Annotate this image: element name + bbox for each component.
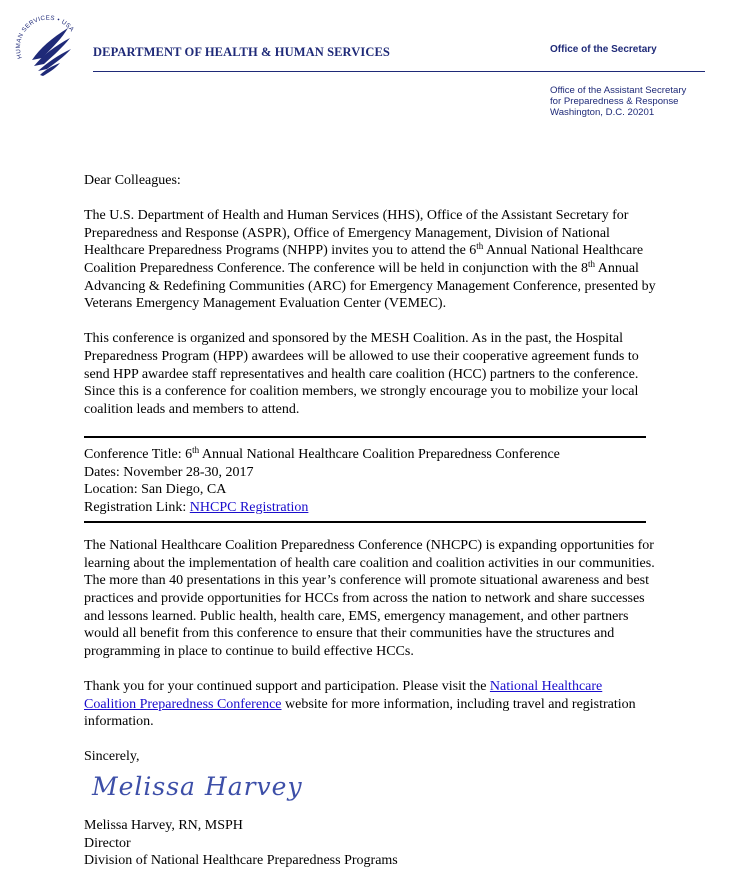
aspr-line: for Preparedness & Response (550, 96, 679, 107)
signer-division: Division of National Healthcare Preparedness Programs (84, 853, 398, 869)
registration-link[interactable]: NHCPC Registration (189, 499, 309, 515)
conference-info-box (84, 436, 646, 523)
ordinal-suffix: th (476, 241, 484, 252)
signer-block (84, 817, 656, 870)
registration-line (84, 499, 646, 517)
hhs-seal-logo (10, 8, 86, 84)
paragraph-about: The National Healthcare Coalition Preparedness Conference (NHCPC) is expanding opportunities for learning about the implementation of health care coalition and coalition activities in our communities. The more than 40 presentations in this year’s conference will promote situational awareness and best practices and provide opportunities for HCCs from across the nation to network and share successes and lessons learned. Public health, health care, EMS, emergency management, and other partners would all benefit from this conference to ensure that their communities have the structures and programming in place to continue to build effective HCCs. (84, 538, 655, 659)
text: Annual Advancing & Redefining Communities (ARC) for Emergency Management Conference, presented by Veterans Emergency Management Evaluation Center (VEMEC). (84, 260, 656, 312)
handwritten-signature (84, 763, 344, 809)
text: Annual National Healthcare Coalition Preparedness Conference (199, 446, 560, 462)
text: The U.S. Department of Health and Human Services (HHS), Office of the Assistant Secretary for Preparedness and Response (ASPR), Office of Emergency Management, Division of National Healthcare Preparedness Programs (NHPP) invites you to attend the 6 (84, 208, 629, 259)
paragraph-invitation (84, 207, 656, 313)
conference-dates: Dates: November 28-30, 2017 (84, 464, 254, 480)
aspr-line: Office of the Assistant Secretary (550, 85, 687, 96)
letter-body (84, 172, 656, 870)
signer-name: Melissa Harvey, RN, MSPH (84, 818, 243, 833)
letterhead-divider (93, 71, 705, 72)
seal-text: HUMAN SERVICES • USA (14, 14, 76, 60)
signature-text: Melissa Harvey (92, 772, 303, 801)
conference-website-link[interactable]: National Healthcare Coalition Preparedness Conference (84, 679, 603, 712)
signer-title: Director (84, 835, 131, 851)
closing: Sincerely, (84, 749, 140, 765)
conference-title-line (84, 446, 646, 464)
aspr-line: Washington, D.C. 20201 (550, 107, 655, 118)
salutation: Dear Colleagues: (84, 173, 181, 188)
ordinal-suffix: th (587, 258, 595, 269)
text: website for more information, including travel and registration information. (84, 696, 636, 730)
text: Annual National Healthcare Coalition Preparedness Conference. The conference will be held in conjunction with the 8 (84, 243, 644, 276)
eagle-emblem (32, 28, 71, 76)
department-name: DEPARTMENT OF HEALTH & HUMAN SERVICES (93, 45, 390, 59)
aspr-address (550, 85, 686, 118)
conference-location: Location: San Diego, CA (84, 482, 227, 498)
text: Conference Title: 6 (84, 446, 193, 462)
ordinal-suffix: th (192, 444, 200, 455)
office-of-secretary: Office of the Secretary (550, 44, 657, 55)
text: Registration Link: (84, 499, 190, 515)
paragraph-thanks (84, 678, 656, 731)
text: Thank you for your continued support and participation. Please visit the (84, 679, 490, 695)
paragraph-sponsorship: This conference is organized and sponsored by the MESH Coalition. As in the past, the Hospital Preparedness Program (HPP) awardees will be allowed to use their cooperative agreement funds to send HPP awardee staff representatives and health care coalition (HCC) partners to the conference. Since this is a conference for coalition members, we strongly encourage you to mobilize your local coalition leads and members to attend. (84, 331, 639, 417)
